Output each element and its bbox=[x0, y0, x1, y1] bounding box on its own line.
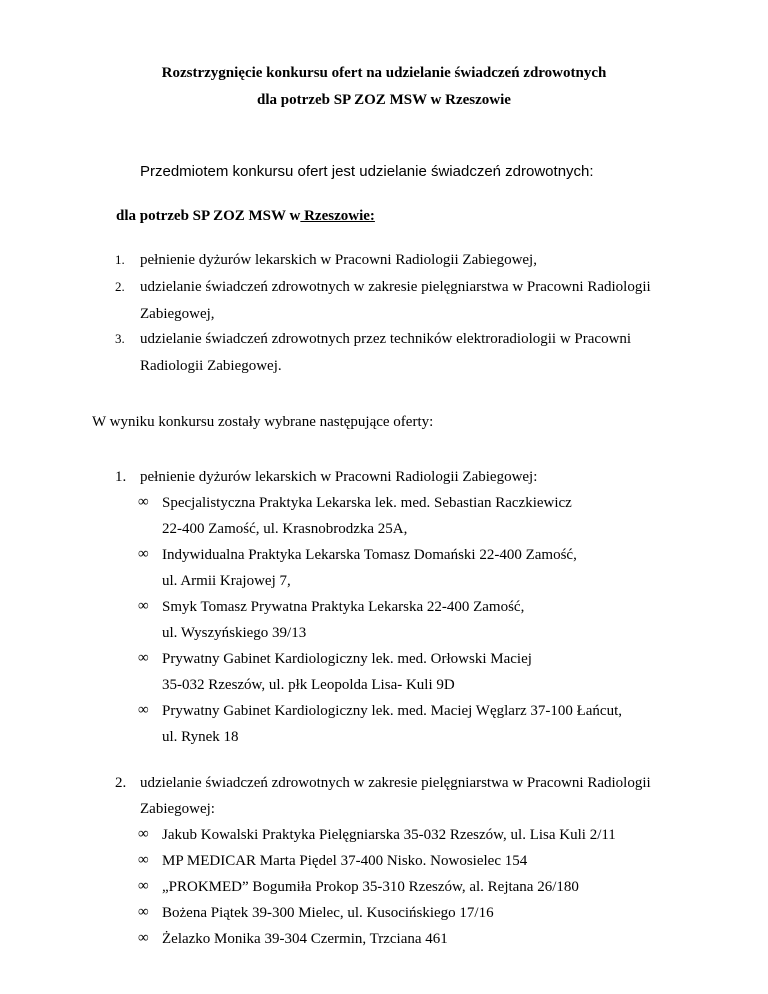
result-1-entry-4-line-2: 35-032 Rzeszów, ul. płk Leopolda Lisa- Kuli 9D bbox=[162, 677, 455, 693]
scope-item-3-line-1: udzielanie świadczeń zdrowotnych przez techników elektroradiologii w Pracowni bbox=[140, 331, 632, 347]
result-2-entry-4: Bożena Piątek 39-300 Mielec, ul. Kusocińskiego 17/16 bbox=[162, 905, 494, 921]
bullet-icon: ∞ bbox=[138, 702, 149, 718]
result-group-2-heading-line-2: Zabiegowej: bbox=[140, 801, 215, 817]
result-2-entry-3: „PROKMED” Bogumiła Prokop 35-310 Rzeszów, al. Rejtana 26/180 bbox=[162, 879, 579, 895]
result-group-2-number: 2. bbox=[115, 775, 127, 791]
result-2-entry-2: MP MEDICAR Marta Piędel 37-400 Nisko. Nowosielec 154 bbox=[162, 853, 528, 869]
result-1-entry-1-line-2: 22-400 Zamość, ul. Krasnobrodzka 25A, bbox=[162, 521, 408, 537]
result-group-1-heading: pełnienie dyżurów lekarskich w Pracowni Radiologii Zabiegowej: bbox=[140, 469, 538, 485]
result-1-entry-1-line-1: Specjalistyczna Praktyka Lekarska lek. med. Sebastian Raczkiewicz bbox=[162, 495, 572, 511]
bullet-icon: ∞ bbox=[138, 598, 149, 614]
scope-item-2-line-2: Zabiegowej, bbox=[140, 306, 215, 322]
result-1-entry-3-line-2: ul. Wyszyńskiego 39/13 bbox=[162, 625, 307, 641]
subheading-text: dla potrzeb SP ZOZ MSW w bbox=[116, 208, 301, 224]
result-2-entry-5: Żelazko Monika 39-304 Czermin, Trzciana 461 bbox=[162, 931, 448, 947]
bullet-icon: ∞ bbox=[138, 494, 149, 510]
result-1-entry-2-line-1: Indywidualna Praktyka Lekarska Tomasz Domański 22-400 Zamość, bbox=[162, 547, 577, 563]
result-2-entry-1: Jakub Kowalski Praktyka Pielęgniarska 35-032 Rzeszów, ul. Lisa Kuli 2/11 bbox=[162, 827, 616, 843]
scope-item-3-number: 3. bbox=[115, 331, 125, 346]
bullet-icon: ∞ bbox=[138, 930, 149, 946]
bullet-icon: ∞ bbox=[138, 826, 149, 842]
subheading bbox=[116, 207, 375, 225]
subheading-underlined-text: Rzeszowie: bbox=[300, 208, 375, 224]
result-group-1-number: 1. bbox=[115, 469, 127, 485]
result-1-entry-5-line-2: ul. Rynek 18 bbox=[162, 729, 239, 745]
results-intro: W wyniku konkursu zostały wybrane następujące oferty: bbox=[92, 414, 434, 430]
bullet-icon: ∞ bbox=[138, 852, 149, 868]
result-1-entry-2-line-2: ul. Armii Krajowej 7, bbox=[162, 573, 291, 589]
scope-item-2-number: 2. bbox=[115, 279, 125, 294]
scope-item-1-line-1: pełnienie dyżurów lekarskich w Pracowni Radiologii Zabiegowej, bbox=[140, 252, 537, 268]
scope-item-3-line-2: Radiologii Zabiegowej. bbox=[140, 358, 282, 374]
document-title-line-1: Rozstrzygnięcie konkursu ofert na udzielanie świadczeń zdrowotnych bbox=[161, 65, 607, 81]
document-title-line-2: dla potrzeb SP ZOZ MSW w Rzeszowie bbox=[257, 92, 511, 108]
intro-paragraph: Przedmiotem konkursu ofert jest udzielanie świadczeń zdrowotnych: bbox=[140, 163, 594, 180]
scope-item-2-line-1: udzielanie świadczeń zdrowotnych w zakresie pielęgniarstwa w Pracowni Radiologii bbox=[140, 279, 651, 295]
result-1-entry-3-line-1: Smyk Tomasz Prywatna Praktyka Lekarska 22-400 Zamość, bbox=[162, 599, 525, 615]
bullet-icon: ∞ bbox=[138, 904, 149, 920]
bullet-icon: ∞ bbox=[138, 878, 149, 894]
bullet-icon: ∞ bbox=[138, 650, 149, 666]
scope-item-1-number: 1. bbox=[115, 252, 125, 267]
result-group-2-heading-line-1: udzielanie świadczeń zdrowotnych w zakresie pielęgniarstwa w Pracowni Radiologii bbox=[140, 775, 651, 791]
result-1-entry-4-line-1: Prywatny Gabinet Kardiologiczny lek. med. Orłowski Maciej bbox=[162, 651, 532, 667]
result-1-entry-5-line-1: Prywatny Gabinet Kardiologiczny lek. med. Maciej Węglarz 37-100 Łańcut, bbox=[162, 703, 622, 719]
bullet-icon: ∞ bbox=[138, 546, 149, 562]
